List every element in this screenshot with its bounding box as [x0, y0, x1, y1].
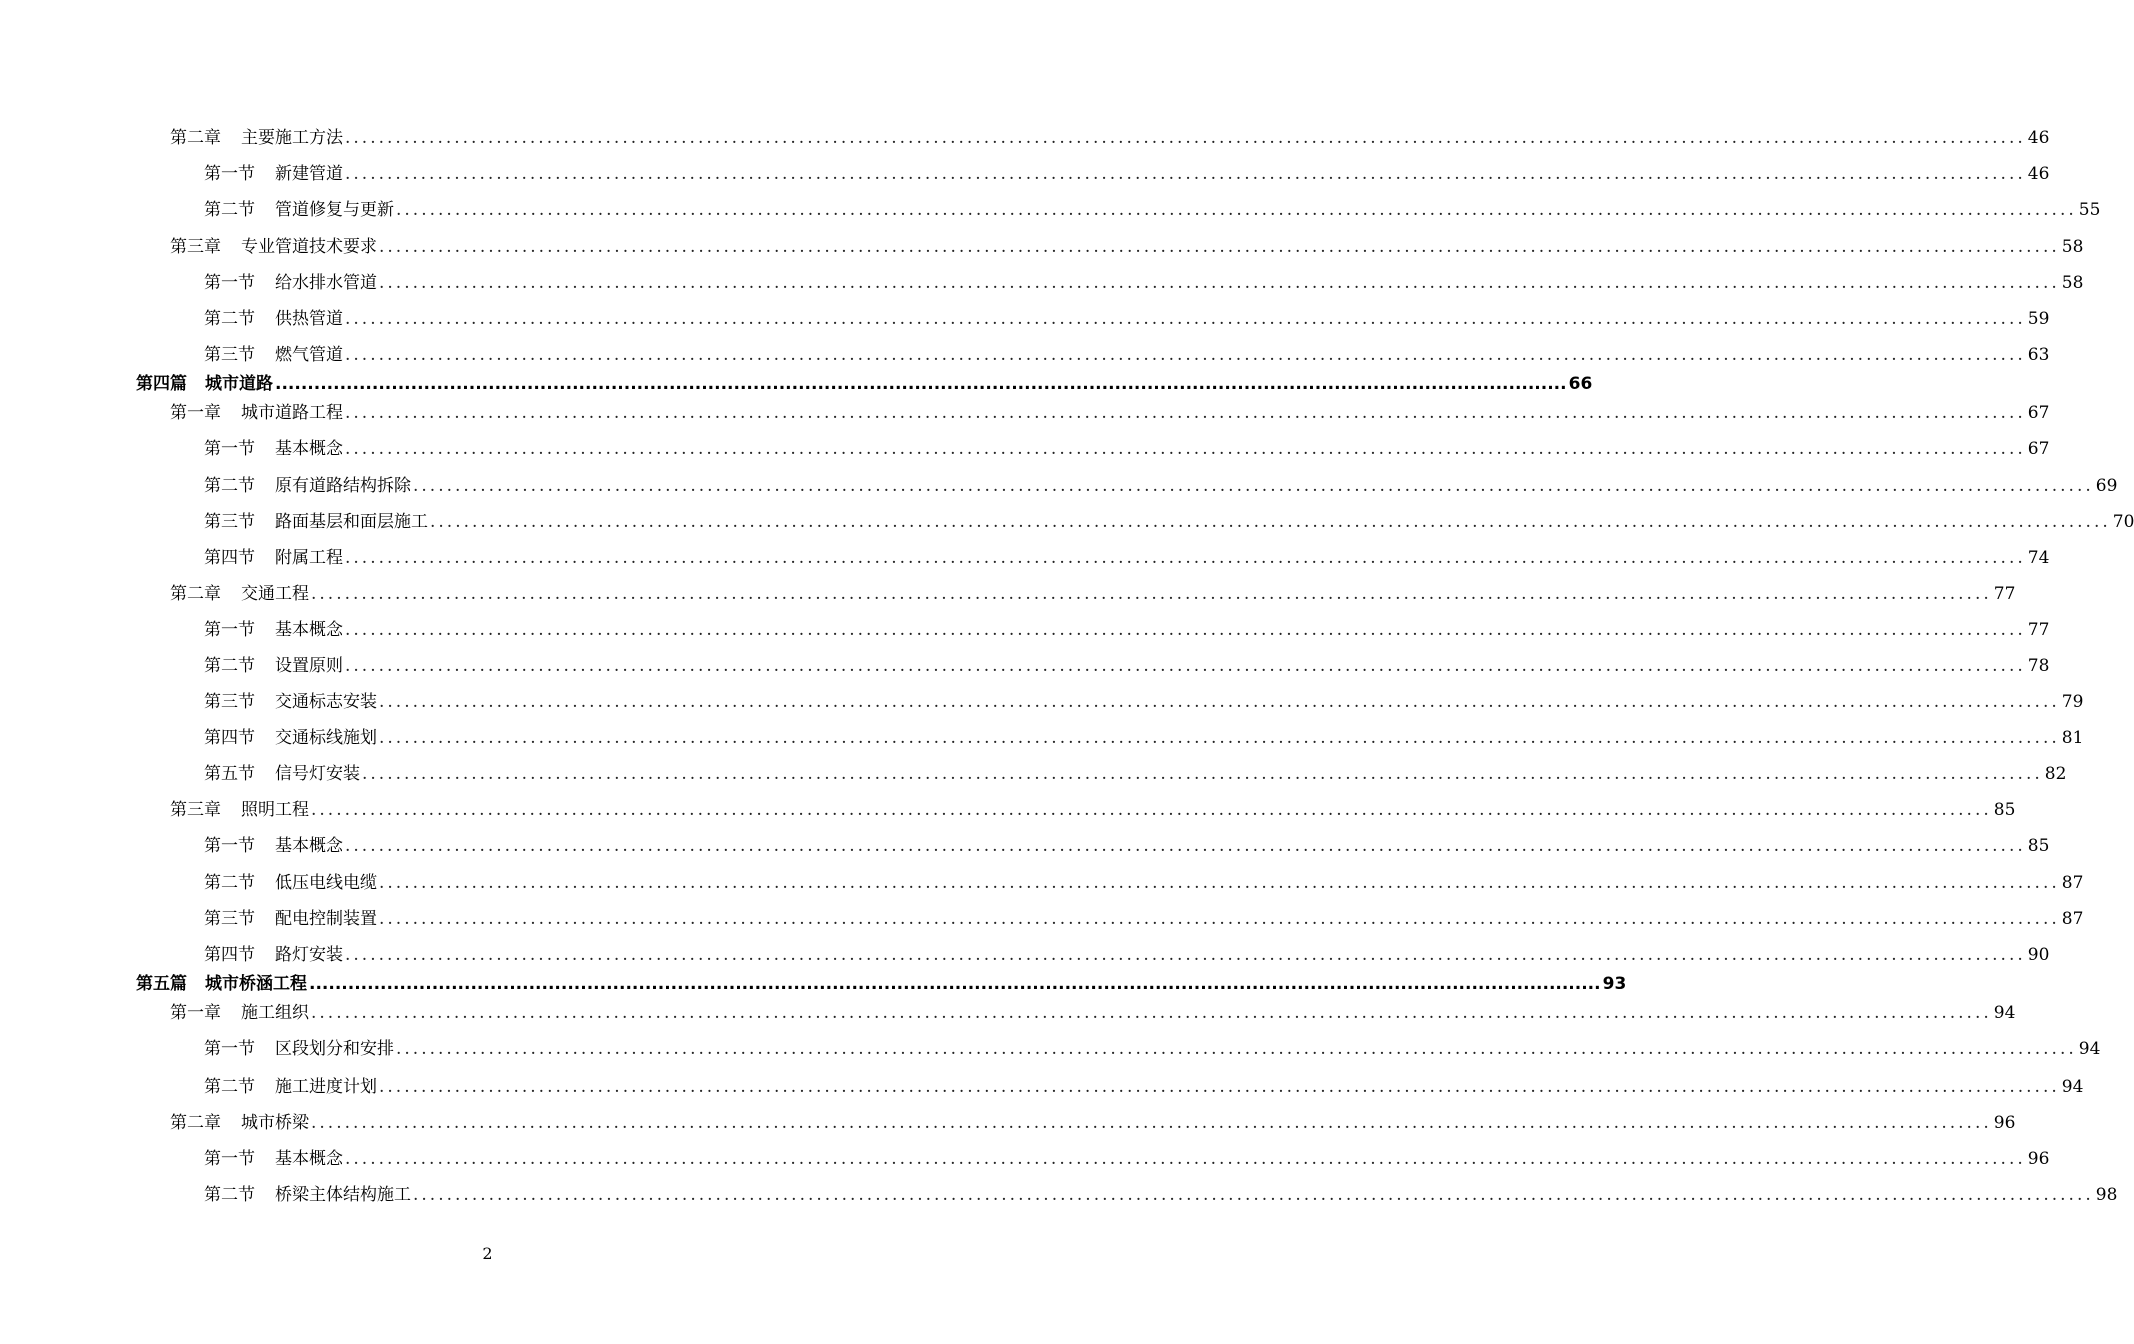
- toc-entry-chapter[interactable]: [170, 1111, 2016, 1135]
- toc-entry-section[interactable]: [204, 162, 2050, 186]
- page-number: 2: [482, 1244, 493, 1263]
- dot-leader: ........................................................................................................................................................................................................: [311, 1003, 1992, 1023]
- toc-entry-chapter[interactable]: [170, 582, 2016, 606]
- toc-entry-title: 专业管道技术要求: [241, 237, 377, 257]
- toc-entry-section[interactable]: [204, 474, 2118, 498]
- toc-entry-number: 第三章: [170, 800, 221, 820]
- toc-entry-title: 城市道路: [205, 374, 273, 394]
- toc-entry-part[interactable]: [136, 372, 1593, 396]
- toc-entry-number: 第一节: [204, 1039, 255, 1059]
- dot-leader: ........................................................................................................................................................................................................: [345, 548, 2026, 568]
- toc-entry-title: 交通工程: [241, 584, 309, 604]
- toc-entry-title: 给水排水管道: [275, 273, 377, 293]
- toc-entry-page-number: 69: [2095, 476, 2118, 496]
- toc-entry-page-number: 66: [1568, 374, 1593, 394]
- dot-leader: ........................................................................................................................................................................................................: [379, 873, 2060, 893]
- toc-entry-number: 第二节: [204, 1185, 255, 1205]
- toc-entry-number: 第一章: [170, 403, 221, 423]
- toc-entry-page-number: 81: [2061, 728, 2084, 748]
- dot-leader: ........................................................................................................................................................................................................: [311, 1113, 1992, 1133]
- toc-entry-chapter[interactable]: [170, 1001, 2016, 1025]
- toc-entry-number: 第一节: [204, 620, 255, 640]
- toc-entry-number: 第三节: [204, 345, 255, 365]
- toc-entry-title: 基本概念: [275, 1149, 343, 1169]
- dot-leader: ........................................................................................................................................................................................................: [379, 237, 2060, 257]
- toc-entry-chapter[interactable]: [170, 401, 2050, 425]
- toc-entry-page-number: 87: [2061, 909, 2084, 929]
- toc-entry-chapter[interactable]: [170, 235, 2084, 259]
- toc-entry-section[interactable]: [204, 1147, 2050, 1171]
- dot-leader: ........................................................................................................................................................................................................: [309, 974, 1601, 994]
- dot-leader: ........................................................................................................................................................................................................: [413, 1185, 2094, 1205]
- toc-entry-section[interactable]: [204, 654, 2050, 678]
- toc-entry-section[interactable]: [204, 726, 2084, 750]
- dot-leader: ........................................................................................................................................................................................................: [345, 836, 2026, 856]
- toc-entry-number: 第二节: [204, 873, 255, 893]
- toc-entry-number: 第二节: [204, 200, 255, 220]
- toc-entry-title: 供热管道: [275, 309, 343, 329]
- toc-entry-title: 区段划分和安排: [275, 1039, 394, 1059]
- toc-entry-title: 基本概念: [275, 836, 343, 856]
- toc-entry-page-number: 93: [1602, 974, 1627, 994]
- toc-entry-section[interactable]: [204, 510, 2134, 534]
- toc-entry-section[interactable]: [204, 546, 2050, 570]
- dot-leader: ........................................................................................................................................................................................................: [379, 1077, 2060, 1097]
- toc-entry-section[interactable]: [204, 1037, 2101, 1061]
- toc-entry-title: 交通标线施划: [275, 728, 377, 748]
- toc-entry-page-number: 78: [2027, 656, 2050, 676]
- dot-leader: ........................................................................................................................................................................................................: [379, 273, 2060, 293]
- toc-entry-title: 城市桥梁: [241, 1113, 309, 1133]
- toc-entry-title: 桥梁主体结构施工: [275, 1185, 411, 1205]
- toc-entry-page-number: 94: [2078, 1039, 2101, 1059]
- toc-entry-page-number: 67: [2027, 403, 2050, 423]
- toc-entry-page-number: 46: [2027, 128, 2050, 148]
- toc-entry-section[interactable]: [204, 198, 2101, 222]
- toc-entry-page-number: 58: [2061, 237, 2084, 257]
- toc-entry-title: 城市道路工程: [241, 403, 343, 423]
- toc-entry-page-number: 96: [1993, 1113, 2016, 1133]
- toc-entry-title: 城市桥涵工程: [205, 974, 307, 994]
- toc-entry-section[interactable]: [204, 271, 2084, 295]
- toc-entry-section[interactable]: [204, 690, 2084, 714]
- toc-entry-title: 路灯安装: [275, 945, 343, 965]
- toc-entry-number: 第一节: [204, 273, 255, 293]
- toc-entry-page-number: 87: [2061, 873, 2084, 893]
- toc-entry-page-number: 70: [2112, 512, 2134, 532]
- toc-entry-title: 路面基层和面层施工: [275, 512, 428, 532]
- toc-entry-page-number: 77: [1993, 584, 2016, 604]
- toc-entry-number: 第三章: [170, 237, 221, 257]
- toc-entry-number: 第四节: [204, 548, 255, 568]
- toc-entry-page-number: 85: [1993, 800, 2016, 820]
- dot-leader: ........................................................................................................................................................................................................: [345, 620, 2026, 640]
- toc-entry-page-number: 79: [2061, 692, 2084, 712]
- dot-leader: ........................................................................................................................................................................................................: [345, 309, 2026, 329]
- toc-entry-section[interactable]: [204, 618, 2050, 642]
- toc-entry-section[interactable]: [204, 1183, 2118, 1207]
- toc-entry-page-number: 58: [2061, 273, 2084, 293]
- toc-entry-number: 第五节: [204, 764, 255, 784]
- toc-entry-number: 第一节: [204, 164, 255, 184]
- toc-entry-page-number: 94: [1993, 1003, 2016, 1023]
- toc-entry-section[interactable]: [204, 762, 2067, 786]
- toc-entry-number: 第二节: [204, 476, 255, 496]
- toc-entry-number: 第一节: [204, 836, 255, 856]
- toc-entry-number: 第一节: [204, 439, 255, 459]
- toc-entry-page-number: 63: [2027, 345, 2050, 365]
- toc-entry-page-number: 94: [2061, 1077, 2084, 1097]
- toc-entry-title: 新建管道: [275, 164, 343, 184]
- toc-entry-title: 管道修复与更新: [275, 200, 394, 220]
- dot-leader: ........................................................................................................................................................................................................: [379, 728, 2060, 748]
- toc-entry-number: 第二章: [170, 1113, 221, 1133]
- dot-leader: ........................................................................................................................................................................................................: [345, 439, 2026, 459]
- toc-entry-section[interactable]: [204, 834, 2050, 858]
- toc-entry-number: 第一节: [204, 1149, 255, 1169]
- toc-entry-title: 照明工程: [241, 800, 309, 820]
- toc-entry-page-number: 96: [2027, 1149, 2050, 1169]
- dot-leader: ........................................................................................................................................................................................................: [311, 584, 1992, 604]
- toc-entry-page-number: 59: [2027, 309, 2050, 329]
- toc-entry-number: 第四节: [204, 728, 255, 748]
- toc-entry-page-number: 85: [2027, 836, 2050, 856]
- dot-leader: ........................................................................................................................................................................................................: [345, 945, 2026, 965]
- toc-entry-chapter[interactable]: [170, 798, 2016, 822]
- toc-entry-number: 第一章: [170, 1003, 221, 1023]
- toc-entry-chapter[interactable]: [170, 126, 2050, 150]
- toc-entry-title: 配电控制装置: [275, 909, 377, 929]
- toc-entry-title: 信号灯安装: [275, 764, 360, 784]
- dot-leader: ........................................................................................................................................................................................................: [379, 692, 2060, 712]
- dot-leader: ........................................................................................................................................................................................................: [379, 909, 2060, 929]
- toc-entry-part[interactable]: [136, 972, 1627, 996]
- toc-entry-title: 附属工程: [275, 548, 343, 568]
- toc-entry-number: 第三节: [204, 909, 255, 929]
- toc-entry-title: 施工进度计划: [275, 1077, 377, 1097]
- toc-entry-number: 第五篇: [136, 974, 187, 994]
- toc-entry-title: 原有道路结构拆除: [275, 476, 411, 496]
- toc-entry-number: 第二节: [204, 656, 255, 676]
- toc-entry-number: 第三节: [204, 512, 255, 532]
- dot-leader: ........................................................................................................................................................................................................: [311, 800, 1992, 820]
- toc-entry-page-number: 82: [2044, 764, 2067, 784]
- dot-leader: ........................................................................................................................................................................................................: [345, 128, 2026, 148]
- toc-entry-title: 设置原则: [275, 656, 343, 676]
- toc-entry-section[interactable]: [204, 907, 2084, 931]
- dot-leader: ........................................................................................................................................................................................................: [345, 345, 2026, 365]
- toc-entry-page-number: 77: [2027, 620, 2050, 640]
- toc-entry-section[interactable]: [204, 871, 2084, 895]
- toc-entry-section[interactable]: [204, 437, 2050, 461]
- toc-entry-page-number: 67: [2027, 439, 2050, 459]
- toc-entry-number: 第二章: [170, 128, 221, 148]
- toc-entry-section[interactable]: [204, 1075, 2084, 1099]
- toc-entry-number: 第四节: [204, 945, 255, 965]
- toc-entry-title: 基本概念: [275, 439, 343, 459]
- toc-entry-number: 第四篇: [136, 374, 187, 394]
- toc-entry-number: 第二章: [170, 584, 221, 604]
- dot-leader: ........................................................................................................................................................................................................: [430, 512, 2111, 532]
- dot-leader: ........................................................................................................................................................................................................: [396, 1039, 2077, 1059]
- toc-entry-page-number: 46: [2027, 164, 2050, 184]
- dot-leader: ........................................................................................................................................................................................................: [345, 403, 2026, 423]
- toc-entry-page-number: 74: [2027, 548, 2050, 568]
- dot-leader: ........................................................................................................................................................................................................: [362, 764, 2043, 784]
- toc-entry-title: 施工组织: [241, 1003, 309, 1023]
- toc-entry-title: 交通标志安装: [275, 692, 377, 712]
- dot-leader: ........................................................................................................................................................................................................: [345, 656, 2026, 676]
- dot-leader: ........................................................................................................................................................................................................: [275, 374, 1567, 394]
- dot-leader: ........................................................................................................................................................................................................: [396, 200, 2077, 220]
- toc-entry-section[interactable]: [204, 943, 2050, 967]
- toc-entry-number: 第二节: [204, 309, 255, 329]
- toc-entry-title: 主要施工方法: [241, 128, 343, 148]
- toc-entry-page-number: 55: [2078, 200, 2101, 220]
- toc-entry-section[interactable]: [204, 343, 2050, 367]
- toc-entry-title: 低压电线电缆: [275, 873, 377, 893]
- toc-entry-title: 基本概念: [275, 620, 343, 640]
- toc-entry-page-number: 98: [2095, 1185, 2118, 1205]
- toc-entry-number: 第三节: [204, 692, 255, 712]
- toc-entry-title: 燃气管道: [275, 345, 343, 365]
- toc-entry-number: 第二节: [204, 1077, 255, 1097]
- toc-entry-section[interactable]: [204, 307, 2050, 331]
- dot-leader: ........................................................................................................................................................................................................: [345, 164, 2026, 184]
- dot-leader: ........................................................................................................................................................................................................: [345, 1149, 2026, 1169]
- toc-entry-page-number: 90: [2027, 945, 2050, 965]
- dot-leader: ........................................................................................................................................................................................................: [413, 476, 2094, 496]
